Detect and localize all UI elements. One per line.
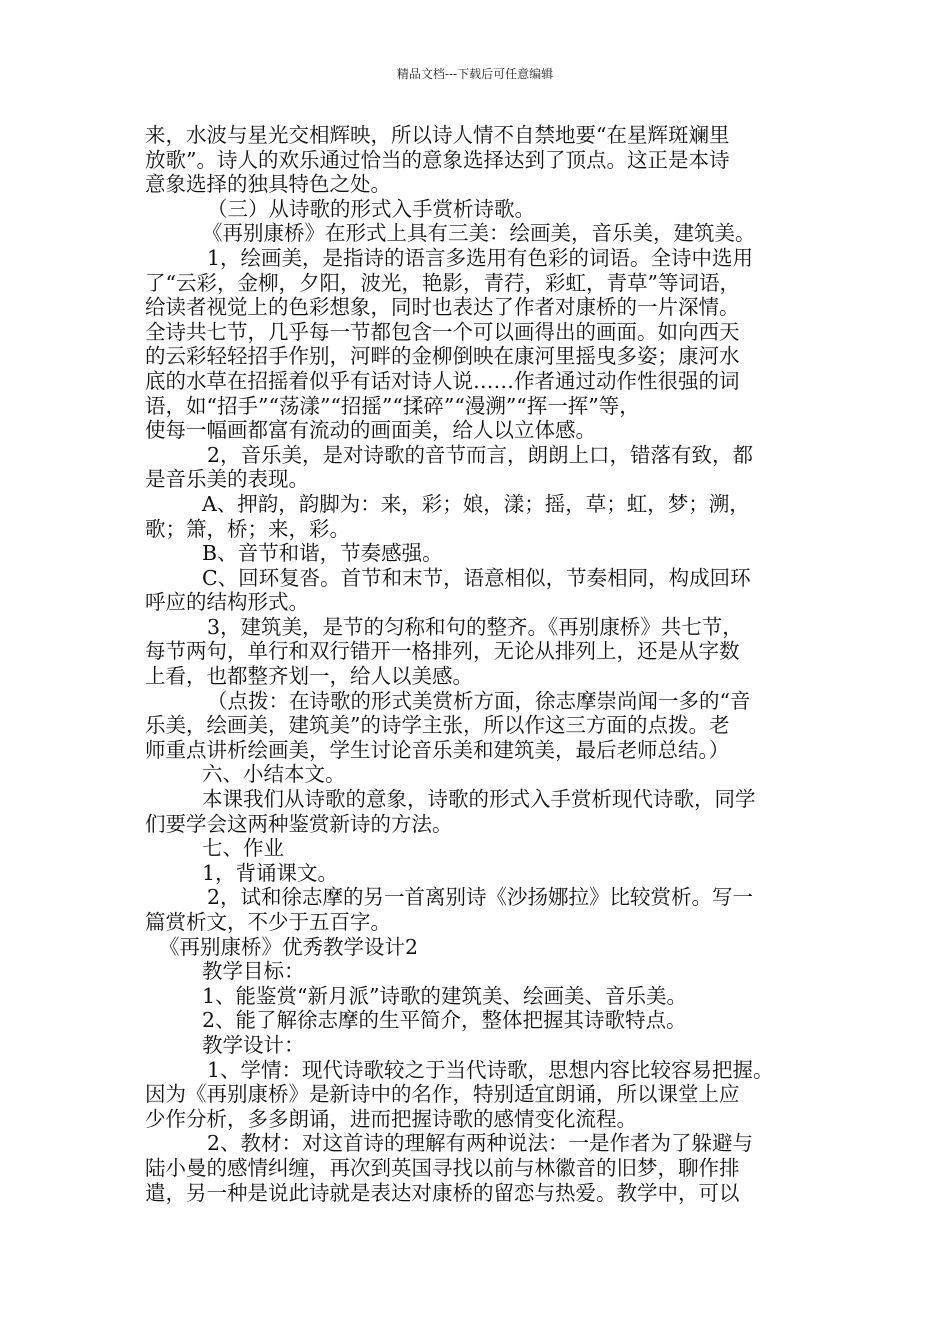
text-line: 遣，另一种是说此诗就是表达对康桥的留恋与热爱。教学中，可以 bbox=[145, 1180, 740, 1205]
text-line: 使每一幅画都富有流动的画面美，给人以立体感。 bbox=[145, 418, 596, 443]
text-line: 放歌”。诗人的欢乐通过恰当的意象选择达到了顶点。这正是本诗 bbox=[145, 147, 730, 172]
text-line: 是音乐美的表现。 bbox=[145, 467, 309, 492]
text-line: 少作分析，多多朗诵，进而把握诗歌的感情变化流程。 bbox=[145, 1106, 637, 1131]
text-line: 2，音乐美，是对诗歌的音节而言，朗朗上口，错落有致，都 bbox=[207, 442, 754, 467]
text-line: 2、能了解徐志摩的生平简介，整体把握其诗歌特点。 bbox=[202, 1008, 687, 1033]
text-line: 的云彩轻轻招手作别，河畔的金柳倒映在康河里摇曳多姿；康河水 bbox=[145, 344, 740, 369]
page-header: 精品文档---下载后可任意编辑 bbox=[396, 67, 554, 81]
text-line: 歌；箫，桥；来，彩。 bbox=[145, 516, 350, 541]
text-line: 给读者视觉上的色彩想象，同时也表达了作者对康桥的一片深情。 bbox=[145, 295, 740, 320]
text-line: 1、学情：现代诗歌较之于当代诗歌，思想内容比较容易把握。 bbox=[207, 1057, 774, 1082]
text-line: 3，建筑美，是节的匀称和句的整齐。《再别康桥》共七节， bbox=[207, 614, 743, 639]
text-line: 六、小结本文。 bbox=[202, 762, 346, 787]
text-line: 七、作业 bbox=[202, 836, 284, 861]
text-line: 因为《再别康桥》是新诗中的名作，特别适宜朗诵，所以课堂上应 bbox=[145, 1082, 740, 1107]
text-line: （点拨：在诗歌的形式美赏析方面，徐志摩崇尚闻一多的“音 bbox=[207, 688, 751, 713]
text-line: 们要学会这两种鉴赏新诗的方法。 bbox=[145, 811, 453, 836]
text-line: 来，水波与星光交相辉映，所以诗人情不自禁地要“在星辉斑斓里 bbox=[145, 123, 730, 147]
text-line: 语，如“招手”“荡漾”“招摇”“揉碎”“漫溯”“挥一挥”等， bbox=[145, 393, 640, 418]
text-line: 了“云彩，金柳，夕阳，波光，艳影，青荇，彩虹，青草”等词语， bbox=[145, 270, 740, 295]
text-line: 1，背诵课文。 bbox=[202, 860, 339, 885]
text-line: 1、能鉴赏“新月派”诗歌的建筑美、绘画美、音乐美。 bbox=[202, 983, 688, 1008]
text-line: 全诗共七节，几乎每一节都包含一个可以画得出的画面。如向西天 bbox=[145, 319, 740, 344]
text-line: 《再别康桥》优秀教学设计2 bbox=[159, 934, 419, 959]
text-line: 教学设计： bbox=[202, 1032, 305, 1057]
text-line: 本课我们从诗歌的意象，诗歌的形式入手赏析现代诗歌，同学 bbox=[202, 787, 756, 812]
text-line: 意象选择的独具特色之处。 bbox=[145, 172, 391, 197]
text-line: C、回环复沓。首节和末节，语意相似，节奏相同，构成回环 bbox=[202, 565, 751, 590]
text-line: B、音节和谐，节奏感强。 bbox=[202, 541, 443, 566]
text-line: 教学目标： bbox=[202, 959, 305, 984]
text-line: 2，试和徐志摩的另一首离别诗《沙扬娜拉》比较赏析。写一 bbox=[207, 885, 754, 910]
text-line: A、押韵，韵脚为：来，彩；娘，漾；摇，草；虹，梦；溯， bbox=[202, 491, 750, 516]
document-body bbox=[145, 123, 815, 1205]
text-line: 篇赏析文，不少于五百字。 bbox=[145, 910, 391, 934]
text-line: 陆小曼的感情纠缠，再次到英国寻找以前与林徽音的旧梦，聊作排 bbox=[145, 1155, 740, 1180]
text-line: 上看，也都整齐划一，给人以美感。 bbox=[145, 664, 473, 689]
text-line: 乐美，绘画美，建筑美”的诗学主张，所以作这三方面的点拨。老 bbox=[145, 713, 730, 738]
text-line: 底的水草在招摇着似乎有话对诗人说……作者通过动作性很强的词 bbox=[145, 368, 740, 393]
text-line: 呼应的结构形式。 bbox=[145, 590, 309, 615]
text-line: 师重点讲析绘画美，学生讨论音乐美和建筑美，最后老师总结。） bbox=[145, 737, 730, 762]
text-line: 《再别康桥》在形式上具有三美：绘画美，音乐美，建筑美。 bbox=[202, 221, 756, 246]
text-line: 每节两句，单行和双行错开一格排列，无论从排列上，还是从字数 bbox=[145, 639, 740, 664]
text-line: 1，绘画美，是指诗的语言多选用有色彩的词语。全诗中选用 bbox=[207, 245, 754, 270]
text-line: （三）从诗歌的形式入手赏析诗歌。 bbox=[207, 196, 535, 221]
text-line: 2、教材：对这首诗的理解有两种说法：一是作者为了躲避与 bbox=[207, 1131, 754, 1156]
